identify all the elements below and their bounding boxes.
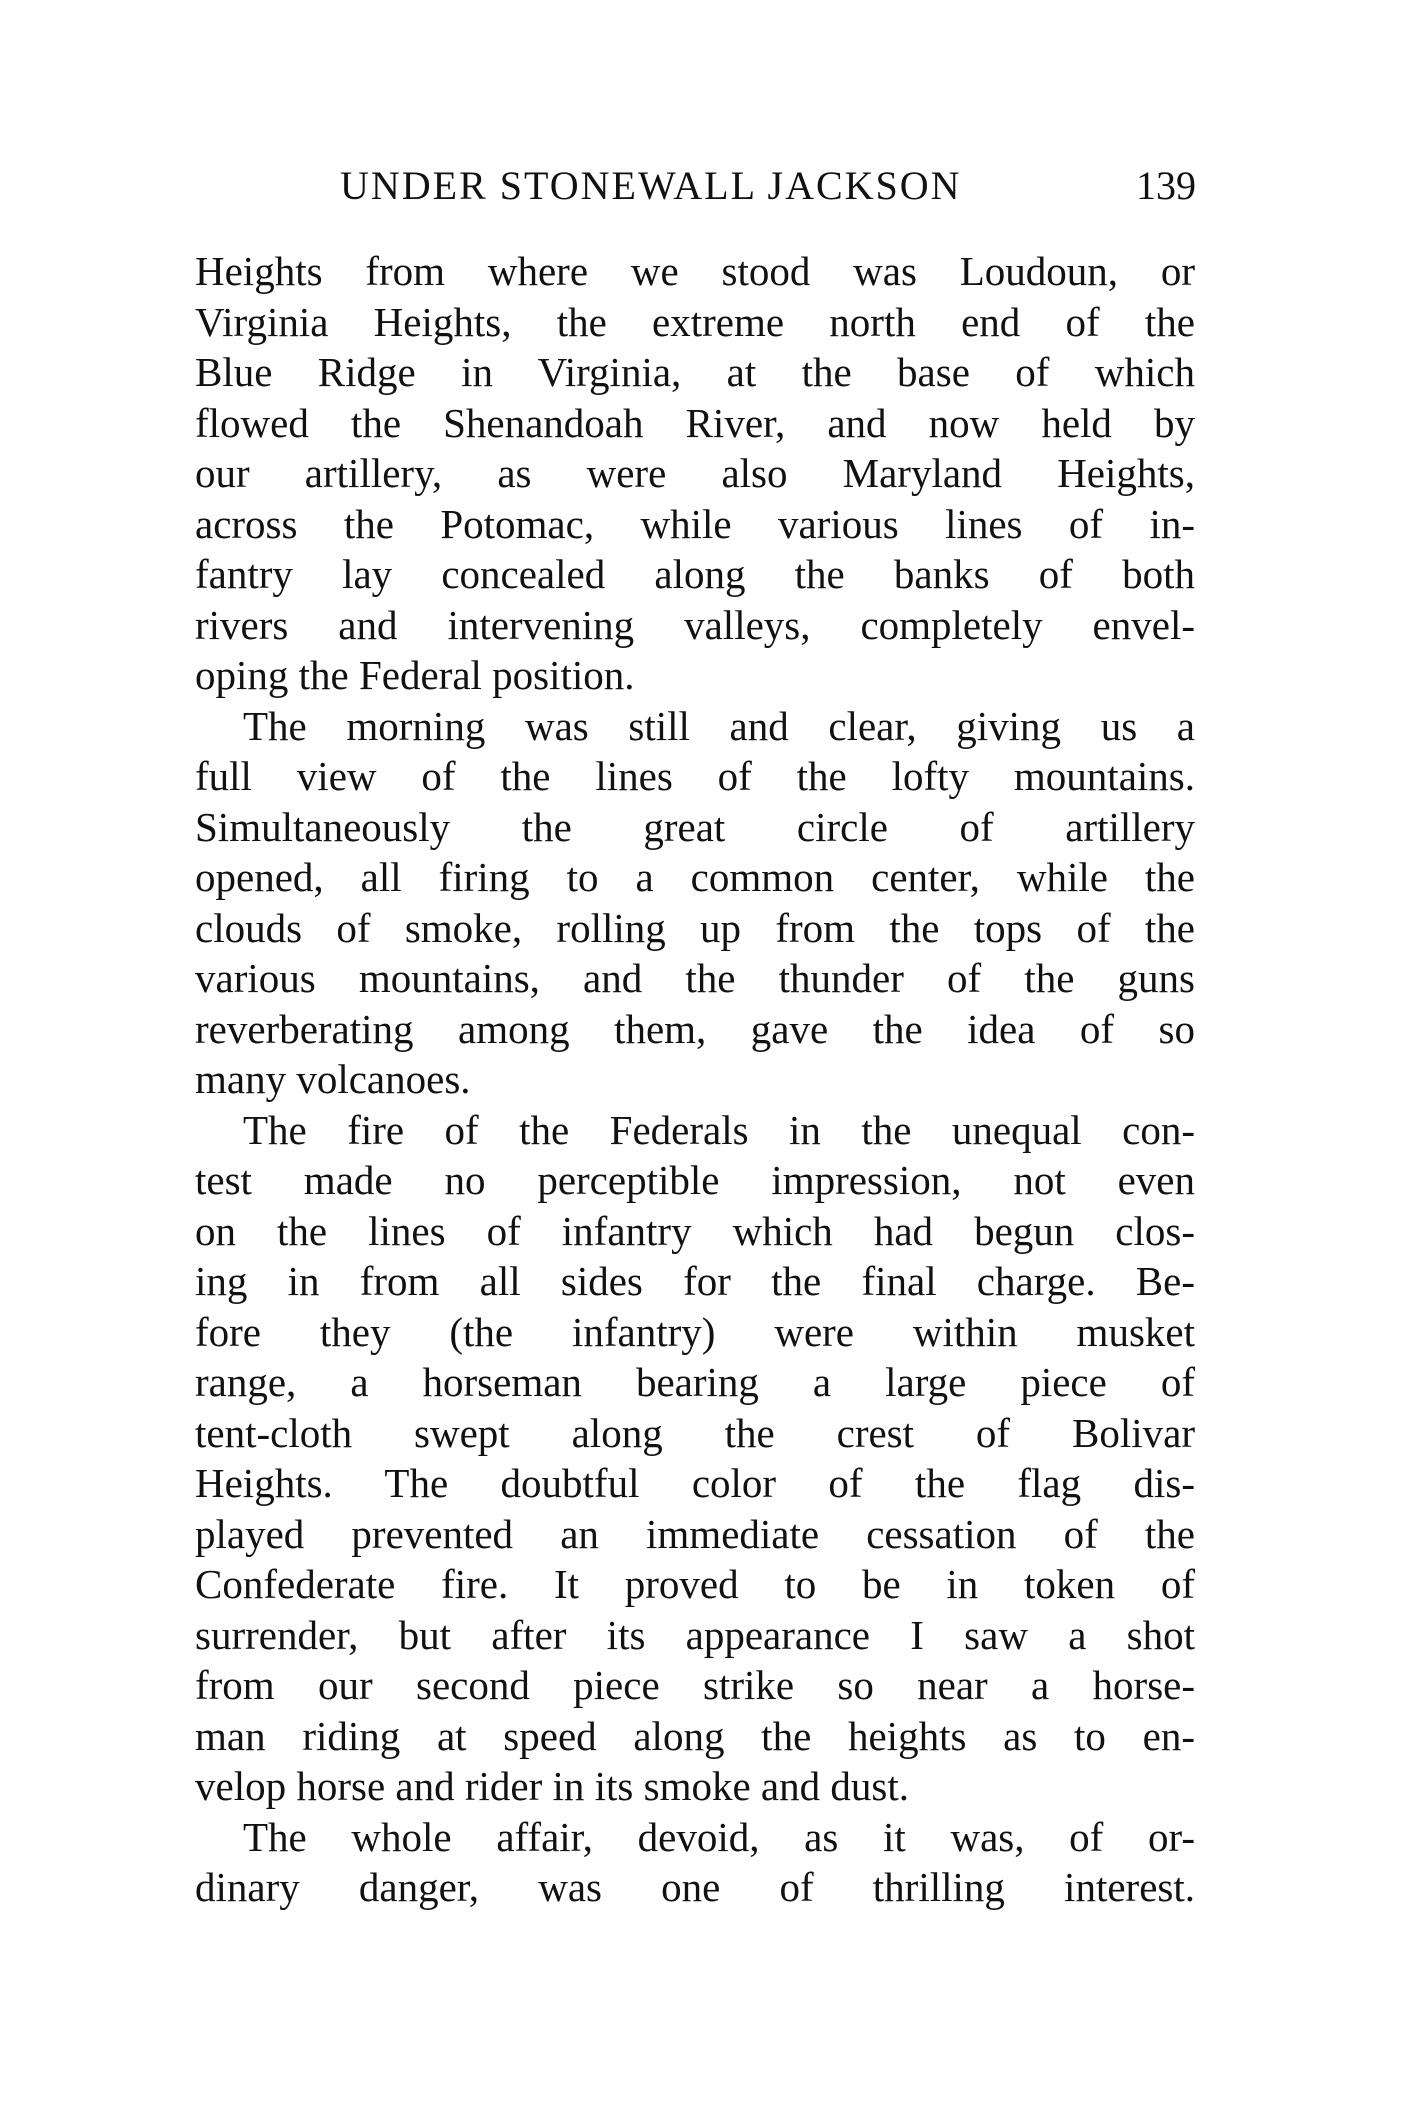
text-line: oping the Federal position. bbox=[195, 652, 635, 698]
paragraph bbox=[195, 701, 1195, 1105]
text-line: surrender, but after its appearance I saw a shot bbox=[195, 1611, 1195, 1658]
text-line: across the Potomac, while various lines of in- bbox=[195, 500, 1195, 547]
text-line: Blue Ridge in Virginia, at the base of which bbox=[195, 349, 1195, 395]
text-line: test made no perceptible impression, not even bbox=[195, 1157, 1195, 1203]
text-line: The morning was still and clear, giving us a bbox=[243, 702, 1195, 749]
text-line: various mountains, and the thunder of the guns bbox=[195, 955, 1195, 1001]
text-line: ing in from all sides for the final charge. Be- bbox=[195, 1258, 1195, 1304]
page-number: 139 bbox=[1136, 163, 1196, 208]
text-line: The fire of the Federals in the unequal con- bbox=[243, 1106, 1195, 1153]
text-line: dinary danger, was one of thrilling interest. bbox=[195, 1864, 1195, 1910]
text-line: on the lines of infantry which had begun clos- bbox=[195, 1207, 1195, 1254]
text-line: played prevented an immediate cessation of the bbox=[195, 1510, 1195, 1557]
text-line: our artillery, as were also Maryland Heights, bbox=[195, 450, 1195, 496]
body-text bbox=[195, 246, 1195, 1913]
text-line: rivers and intervening valleys, completely envel- bbox=[195, 601, 1195, 648]
text-line: Virginia Heights, the extreme north end of the bbox=[195, 298, 1195, 345]
page-header bbox=[340, 158, 1196, 214]
text-line: Heights. The doubtful color of the flag dis- bbox=[195, 1460, 1195, 1506]
text-line: from our second piece strike so near a horse- bbox=[195, 1662, 1195, 1708]
text-line: opened, all firing to a common center, while the bbox=[195, 854, 1195, 900]
paragraph bbox=[195, 1812, 1195, 1913]
text-line: flowed the Shenandoah River, and now held by bbox=[195, 399, 1195, 446]
text-line: The whole affair, devoid, as it was, of or- bbox=[243, 1813, 1195, 1860]
text-line: velop horse and rider in its smoke and dust. bbox=[195, 1763, 909, 1809]
text-line: full view of the lines of the lofty mountains. bbox=[195, 753, 1195, 799]
text-line: tent-cloth swept along the crest of Bolivar bbox=[195, 1409, 1195, 1456]
text-line: many volcanoes. bbox=[195, 1056, 471, 1102]
text-line: Simultaneously the great circle of artillery bbox=[195, 803, 1195, 850]
running-title: UNDER STONEWALL JACKSON bbox=[340, 163, 962, 208]
paragraph bbox=[195, 1105, 1195, 1812]
text-line: reverberating among them, gave the idea of so bbox=[195, 1005, 1195, 1052]
paragraph bbox=[195, 246, 1195, 701]
text-line: man riding at speed along the heights as to en- bbox=[195, 1712, 1195, 1759]
text-line: range, a horseman bearing a large piece of bbox=[195, 1359, 1195, 1405]
text-line: Confederate fire. It proved to be in token of bbox=[195, 1561, 1195, 1607]
text-line: fore they (the infantry) were within musket bbox=[195, 1308, 1195, 1355]
text-line: Heights from where we stood was Loudoun, or bbox=[195, 248, 1195, 294]
text-line: fantry lay concealed along the banks of both bbox=[195, 551, 1195, 597]
text-line: clouds of smoke, rolling up from the tops of the bbox=[195, 904, 1195, 951]
